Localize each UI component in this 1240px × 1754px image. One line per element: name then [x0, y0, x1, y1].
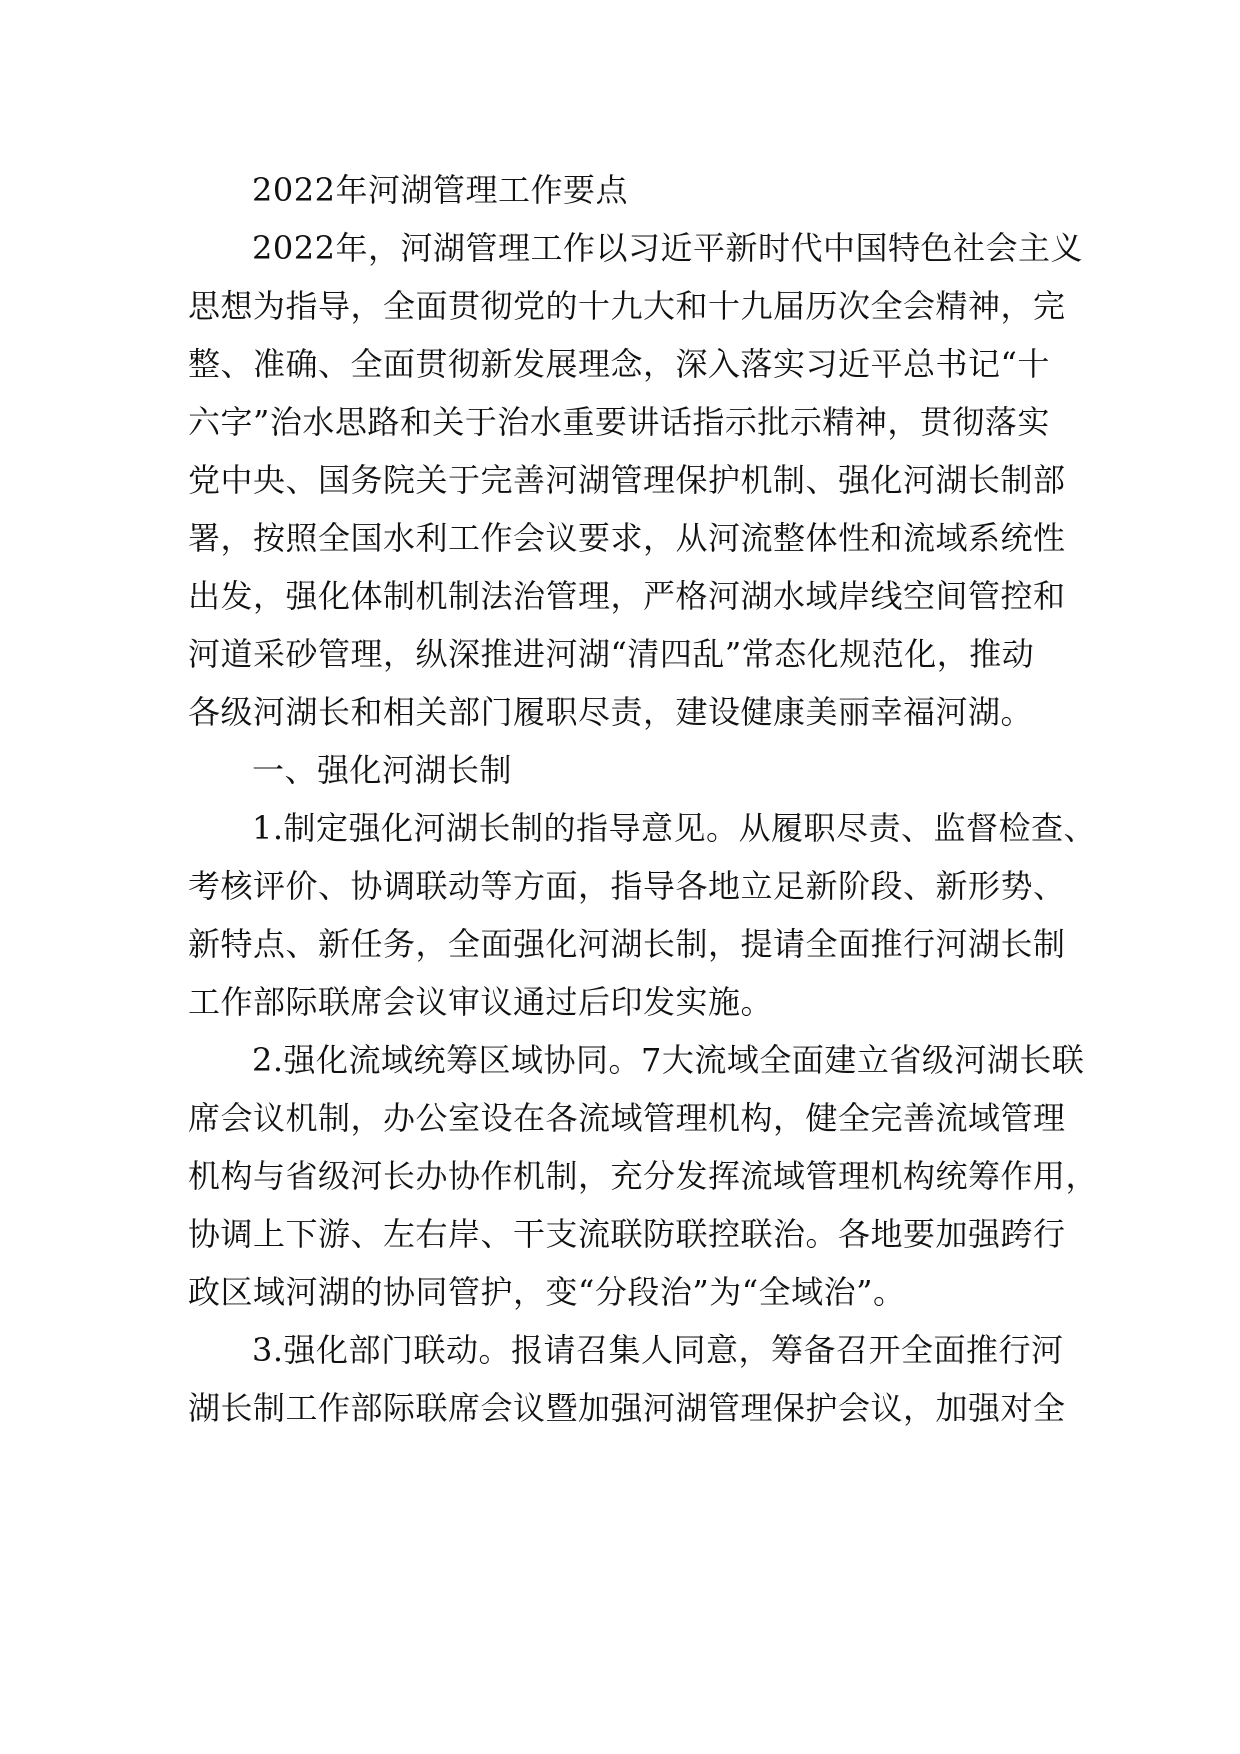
paragraph-line: 2022年，河湖管理工作以习近平新时代中国特色社会主义 [252, 229, 1083, 267]
paragraph-line: 党中央、国务院关于完善河湖管理保护机制、强化河湖长制部 [188, 461, 1066, 499]
paragraph-line: 政区域河湖的协同管护，变“分段治”为“全域治”。 [188, 1273, 906, 1311]
paragraph-line: 新特点、新任务，全面强化河湖长制，提请全面推行河湖长制 [188, 925, 1066, 963]
paragraph-line: 各级河湖长和相关部门履职尽责，建设健康美丽幸福河湖。 [188, 693, 1034, 731]
paragraph-line: 思想为指导，全面贯彻党的十九大和十九届历次全会精神，完 [188, 287, 1066, 325]
paragraph-line: 考核评价、协调联动等方面，指导各地立足新阶段、新形势、 [188, 867, 1066, 905]
paragraph-line: 工作部际联席会议审议通过后印发实施。 [188, 983, 774, 1021]
paragraph-line: 协调上下游、左右岸、干支流联防联控联治。各地要加强跨行 [188, 1215, 1066, 1253]
paragraph-line: 出发，强化体制机制法治管理，严格河湖水域岸线空间管控和 [188, 577, 1066, 615]
paragraph-line: 河道采砂管理，纵深推进河湖“清四乱”常态化规范化，推动 [188, 635, 1035, 673]
paragraph-line: 2.强化流域统筹区域协同。7大流域全面建立省级河湖长联 [252, 1041, 1085, 1079]
paragraph-line: 湖长制工作部际联席会议暨加强河湖管理保护会议，加强对全 [188, 1389, 1066, 1427]
paragraph-line: 整、准确、全面贯彻新发展理念，深入落实习近平总书记“十 [188, 345, 1050, 383]
document-title: 2022年河湖管理工作要点 [252, 171, 628, 209]
section-heading: 一、强化河湖长制 [252, 751, 513, 789]
paragraph-line: 席会议机制，办公室设在各流域管理机构，健全完善流域管理 [188, 1099, 1066, 1137]
paragraph-line: 3.强化部门联动。报请召集人同意，筹备召开全面推行河 [252, 1331, 1064, 1369]
paragraph-line: 六字”治水思路和关于治水重要讲话指示批示精神，贯彻落实 [188, 403, 1050, 441]
paragraph-line: 机构与省级河长办协作机制，充分发挥流域管理机构统筹作用， [188, 1157, 1099, 1195]
paragraph-line: 署，按照全国水利工作会议要求，从河流整体性和流域系统性 [188, 519, 1066, 557]
paragraph-line: 1.制定强化河湖长制的指导意见。从履职尽责、监督检查、 [252, 809, 1097, 847]
